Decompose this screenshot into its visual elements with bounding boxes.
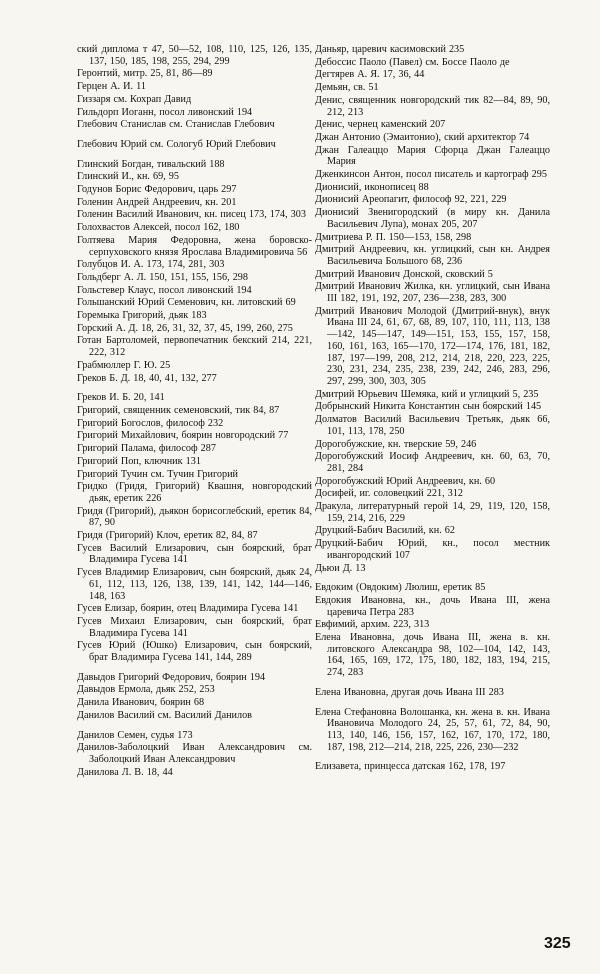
- index-entry: Григорий Поп, ключник 131: [77, 455, 201, 467]
- index-entry: Даньяр, царевич касимовский 235: [315, 44, 465, 55]
- index-entry: Готан Бартоломей, первопечатник бекский 214, 221, 222, 312: [77, 335, 312, 359]
- index-entry: Глебович Юрий см. Сологуб Юрий Глебович: [77, 138, 276, 150]
- index-entry: Давыдов Ермола, дьяк 252, 253: [77, 684, 215, 696]
- index-entry: Глинский И., кн. 69, 95: [77, 171, 179, 183]
- index-entry: Григорий Палама, философ 287: [77, 443, 216, 455]
- index-entry: Годунов Борис Федорович, царь 297: [77, 184, 237, 196]
- index-entry: Друцкий-Бабич Василий, кн. 62: [315, 525, 455, 537]
- index-entry: Горемыка Григорий, дьяк 183: [77, 310, 207, 322]
- index-entry: Дебоссис Паоло (Павел) см. Боссе Паоло де: [315, 56, 510, 68]
- index-entry: Глинский Богдан, тивальский 188: [77, 158, 225, 170]
- index-entry: Дорогобужский Иосиф Андреевич, кн. 60, 63, 70, 281, 284: [315, 451, 550, 474]
- index-entry: Гридя (Григорий), дьякон борисоглебский, еретик 84, 87, 90: [77, 505, 312, 529]
- index-entry: Давыдов Григорий Федорович, боярин 194: [77, 671, 266, 683]
- index-entry: Денис, священник новгородский тик 82—84, 89, 90, 212, 213: [315, 94, 550, 118]
- index-entry: Джан Антонио (Эмаитонио), ский архитектор 74: [315, 131, 530, 143]
- index-entry: Евдоким (Овдоким) Люлиш, еретик 85: [315, 582, 486, 594]
- page-number: 325: [544, 935, 571, 952]
- index-entry: Гусев Василий Елизарович, сын боярский, брат Владимира Гусева 141: [77, 542, 312, 566]
- index-entry: Гридко (Гридя, Григорий) Квашня, новгородский дьяк, еретик 226: [77, 481, 312, 504]
- left-column: [77, 44, 312, 779]
- index-entry: Гусев Юрий (Юшко) Елизарович, сын боярский, брат Владимира Гусева 141, 144, 289: [77, 640, 312, 664]
- index-entry: Голенин Андрей Андреевич, кн. 201: [77, 196, 237, 208]
- index-entry: Елизавета, принцесса датская 162, 178, 197: [315, 761, 506, 773]
- index-entry: Дмитрий Андреевич, кн. углицкий, сын кн. Андрея Васильевича Большого 68, 236: [315, 244, 550, 267]
- index-entry: Дмитрий Иванович Жилка, кн. углицкий, сын Ивана III 182, 191, 192, 207, 236—238, 283, 300: [315, 281, 550, 305]
- index-entry: Елена Ивановна, другая дочь Ивана III 283: [315, 686, 504, 698]
- index-entry: Гусев Елизар, боярин, отец Владимира Гусева 141: [77, 603, 299, 615]
- index-entry: Данилова Л. В. 18, 44: [77, 766, 173, 778]
- index-entry: Дмитрий Юрьевич Шемяка, кий и углицкий 5, 235: [315, 388, 539, 400]
- index-entry: Голубцов И. А. 173, 174, 281, 303: [77, 259, 225, 271]
- index-entry: Гольшанский Юрий Семенович, кн. литовский 69: [77, 297, 296, 309]
- index-entry: Гридя (Григорий) Клоч, еретик 82, 84, 87: [77, 530, 258, 542]
- index-entry: Гусев Михаил Елизарович, сын боярский, брат Владимира Гусева 141: [77, 615, 312, 639]
- index-entry: Джан Галеаццо Мария Сфорца Джан Галеаццо Мария: [315, 144, 550, 168]
- index-entry: Гольдберг А. Л. 150, 151, 155, 156, 298: [77, 271, 248, 283]
- index-entry: Досифей, иг. соловецкий 221, 312: [315, 488, 463, 500]
- index-entry: Григорий Богослов, философ 232: [77, 417, 224, 429]
- index-entry: Данилов-Заболоцкий Иван Александрович см. Заболоцкий Иван Александрович: [77, 742, 312, 765]
- index-entry: Дионисий Звенигородский (в миру кн. Данила Васильевич Лупа), монах 205, 207: [315, 207, 550, 230]
- index-entry: Григорий Михайлович, боярин новгородский 77: [77, 430, 289, 442]
- index-entry: Данилов Василий см. Василий Данилов: [77, 709, 252, 721]
- index-entry: Дионисий Ареопагит, философ 92, 221, 229: [315, 194, 507, 206]
- index-entry: Добрынский Никита Константин сын боярский 145: [315, 401, 542, 413]
- index-entry: Грабмюллер Г. Ю. 25: [77, 359, 171, 371]
- right-column: [315, 44, 550, 774]
- index-entry: Греков Б. Д. 18, 40, 41, 132, 277: [77, 372, 217, 384]
- index-entry: Голенин Василий Иванович, кн. писец 173, 174, 303: [77, 209, 306, 221]
- index-entry: Гиззаря см. Кохрап Давид: [77, 93, 192, 105]
- index-entry: Евдокия Ивановна, кн., дочь Ивана III, жена царевича Петра 283: [315, 594, 550, 618]
- index-entry: ский диплома т 47, 50—52, 108, 110, 125, 126, 135, 137, 150, 185, 198, 255, 294, 299: [77, 44, 312, 67]
- index-entry: Голтяева Мария Федоровна, жена боровско-серпуховского князя Ярослава Владимировича 56: [77, 234, 312, 258]
- index-entry: Данила Иванович, боярин 68: [77, 697, 205, 709]
- index-entry: Дорогобужские, кн. тверские 59, 246: [315, 438, 477, 450]
- index-entry: Дмитрий Иванович Молодой (Дмитрий-внук), внук Ивана III 24, 61, 67, 68, 89, 107, 110, 111, 113, 138—142, 145—147, 149—151, 153, 155, 157, 158, 160, 161, 163, 165—170, 172—174, 176, 181, 182, 187, 197—199, 208, 212, 214, 218, 220, 223, 225, 230, 231, 234, 235, 238, 239, 242, 246, 283, 296, 297, 299, 300, 303, 305: [315, 305, 550, 387]
- index-entry: Дегтярев А. Я. 17, 36, 44: [315, 69, 425, 81]
- index-entry: Горский А. Д. 18, 26, 31, 32, 37, 45, 199, 260, 275: [77, 322, 293, 334]
- index-entry: Дионисий, иконописец 88: [315, 181, 429, 193]
- index-entry: Гильдорп Иоганн, посол ливонский 194: [77, 106, 253, 118]
- index-entry: Елена Ивановна, дочь Ивана III, жена в. кн. литовского Александра 98, 102—104, 142, 143, 164, 165, 169, 172, 175, 180, 182, 183, 194, 215, 274, 283: [315, 632, 550, 679]
- index-entry: Данилов Семен, судья 173: [77, 729, 193, 741]
- index-entry: Друцкий-Бабич Юрий, кн., посол местник ивангородский 107: [315, 538, 550, 561]
- index-entry: Долматов Василий Васильевич Третьяк, дьяк 66, 101, 113, 178, 250: [315, 414, 550, 437]
- index-entry: Григорий Тучин см. Тучин Григорий: [77, 468, 238, 480]
- index-entry: Дмитриева Р. П. 150—153, 158, 298: [315, 231, 472, 243]
- index-entry: Григорий, священник семеновский, тик 84, 87: [77, 404, 280, 416]
- index-entry: Гольстевер Клаус, посол ливонский 194: [77, 284, 252, 296]
- index-entry: Герцен А. И. 11: [77, 81, 146, 93]
- index-entry: Дорогобужский Юрий Андреевич, кн. 60: [315, 475, 496, 487]
- index-entry: Евфимий, архим. 223, 313: [315, 619, 430, 631]
- index-entry: Голохвастов Алексей, посол 162, 180: [77, 222, 240, 234]
- index-entry: Дьюи Д. 13: [315, 562, 366, 574]
- index-entry: Геронтий, митр. 25, 81, 86—89: [77, 68, 213, 80]
- index-entry: Елена Стефановна Волошанка, кн. жена в. кн. Ивана Ивановича Молодого 24, 25, 57, 61, 72, 84, 90, 113, 140, 146, 156, 157, 162, 167, 170, 172, 180, 187, 198, 212—214, 218, 225, 226, 230—232: [315, 706, 550, 753]
- index-entry: Гусев Владимир Елизарович, сын боярский, дьяк 24, 61, 112, 113, 126, 138, 139, 141, 142, 144—146, 148, 163: [77, 567, 312, 602]
- index-entry: Денис, чернец каменский 207: [315, 119, 446, 131]
- index-entry: Греков И. Б. 20, 141: [77, 392, 165, 404]
- index-entry: Дженкинсон Антон, посол писатель и картограф 295: [315, 169, 547, 181]
- index-entry: Дракула, литературный герой 14, 29, 119, 120, 158, 159, 214, 216, 229: [315, 501, 550, 524]
- index-entry: Демьян, св. 51: [315, 82, 379, 94]
- index-entry: Дмитрий Иванович Донской, сковский 5: [315, 268, 493, 280]
- index-entry: Глебович Станислав см. Станислав Глебович: [77, 119, 275, 131]
